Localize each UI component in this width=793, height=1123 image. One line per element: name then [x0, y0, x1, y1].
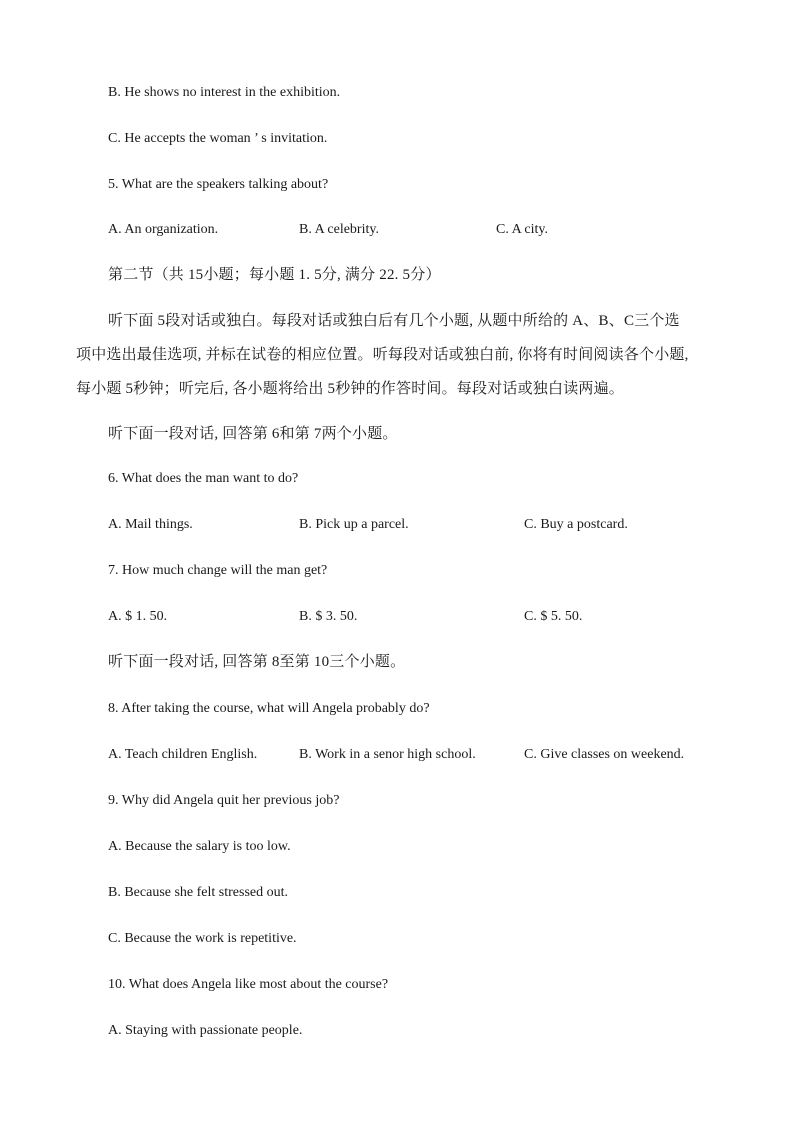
q10-question: 10. What does Angela like most about the course?	[108, 977, 389, 992]
q5-option-a: A. An organization.	[108, 222, 219, 237]
q7-option-c: C. $ 5. 50.	[524, 609, 583, 624]
section2-instructions-line1: 听下面 5段对话或独白。每段对话或独白后有几个小题, 从题中所给的 A、B、C三个选	[108, 313, 680, 329]
q9-question: 9. Why did Angela quit her previous job?	[108, 793, 340, 808]
q10-option-a: A. Staying with passionate people.	[108, 1023, 303, 1038]
q7-option-a: A. $ 1. 50.	[108, 609, 168, 624]
section2-instructions-line3: 每小题 5秒钟；听完后, 各小题将给出 5秒钟的作答时间。每段对话或独白读两遍。	[76, 381, 625, 397]
q9-option-a: A. Because the salary is too low.	[108, 839, 291, 854]
q8-option-c: C. Give classes on weekend.	[524, 747, 685, 762]
q5-option-c: C. A city.	[496, 222, 548, 237]
section2-instructions-line2: 项中选出最佳选项, 并标在试卷的相应位置。听每段对话或独白前, 你将有时间阅读各个小题,	[76, 347, 689, 363]
q8-option-b: B. Work in a senor high school.	[299, 747, 476, 762]
dialog1-intro: 听下面一段对话, 回答第 6和第 7两个小题。	[108, 426, 398, 442]
q6-question: 6. What does the man want to do?	[108, 471, 299, 486]
q8-option-a: A. Teach children English.	[108, 747, 258, 762]
q5-question: 5. What are the speakers talking about?	[108, 177, 329, 192]
q6-option-c: C. Buy a postcard.	[524, 517, 628, 532]
q6-option-b: B. Pick up a parcel.	[299, 517, 409, 532]
q6-option-a: A. Mail things.	[108, 517, 193, 532]
q4-option-c: C. He accepts the woman ’ s invitation.	[108, 131, 328, 146]
q7-question: 7. How much change will the man get?	[108, 563, 328, 578]
q7-option-b: B. $ 3. 50.	[299, 609, 358, 624]
q9-option-b: B. Because she felt stressed out.	[108, 885, 289, 900]
section2-title: 第二节（共 15小题；每小题 1. 5分, 满分 22. 5分）	[108, 267, 441, 283]
q8-question: 8. After taking the course, what will Angela probably do?	[108, 701, 430, 716]
q5-option-b: B. A celebrity.	[299, 222, 379, 237]
dialog2-intro: 听下面一段对话, 回答第 8至第 10三个小题。	[108, 654, 406, 670]
q4-option-b: B. He shows no interest in the exhibition.	[108, 85, 341, 100]
q9-option-c: C. Because the work is repetitive.	[108, 931, 297, 946]
